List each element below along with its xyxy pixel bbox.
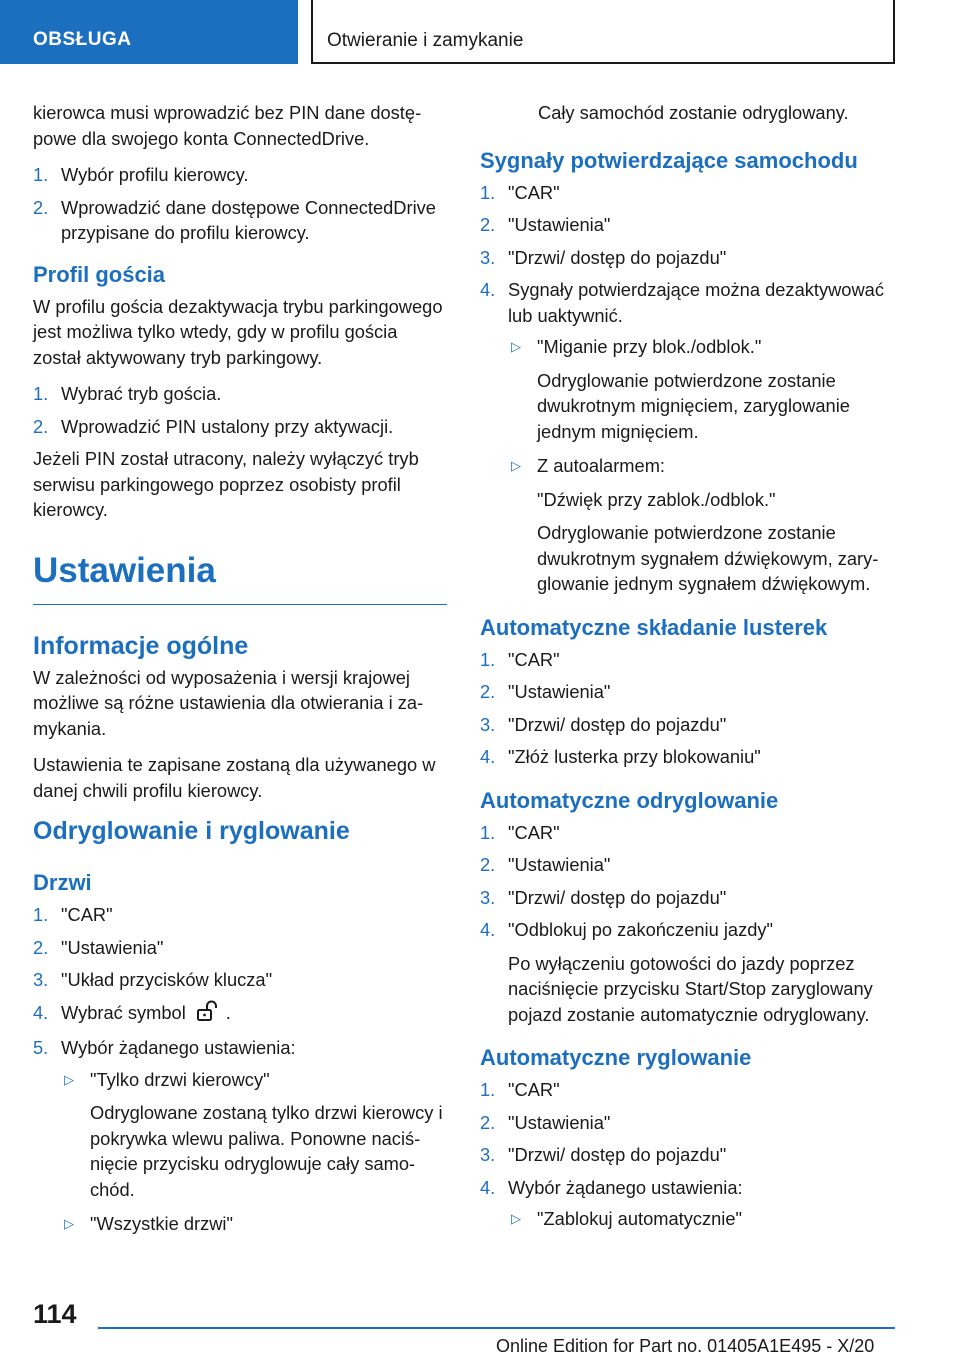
step-text: Wybór żądanego ustawienia:: [508, 1176, 743, 1198]
list-item: [33, 414, 447, 440]
option-item: [61, 1067, 447, 1203]
list-item: [33, 1000, 447, 1029]
option-description: Odryglowanie potwierdzone zostanie dwukrotnym sygnałem dźwiękowym, zaryglowanie jednym sygnałem dźwiękowym.: [537, 522, 879, 594]
option-label: "Tylko drzwi kierowcy": [90, 1068, 270, 1090]
list-item: [480, 1110, 900, 1136]
list-item: [480, 852, 900, 878]
guest-profile-heading: Profil gościa: [33, 261, 166, 287]
step-text: Wybrać tryb gościa.: [61, 383, 222, 404]
list-item: [480, 1077, 900, 1103]
step-text: "Ustawienia": [508, 854, 611, 875]
option-list: [508, 334, 900, 597]
chapter-title: Otwieranie i zamykanie: [311, 0, 895, 64]
mirror-steps: [480, 647, 900, 770]
list-item: [480, 245, 900, 271]
option-label: "Zablokuj automatycznie": [537, 1208, 743, 1229]
list-item: [33, 935, 447, 961]
step-number: 3.: [480, 246, 496, 268]
step-text: Wprowadzić dane dostępowe ConnectedDrive przypisane do profilu kierowcy.: [61, 196, 436, 243]
step-number: 2.: [480, 681, 496, 702]
list-item: [480, 885, 900, 911]
option-list: [61, 1067, 447, 1237]
list-item: [480, 917, 900, 1027]
list-item: [480, 277, 900, 597]
step-number: 1.: [480, 1079, 496, 1100]
step-number: 2.: [33, 415, 49, 437]
step-text: "Drzwi/ dostęp do pojazdu": [508, 246, 727, 268]
mirror-folding-heading: Automatyczne składanie lusterek: [480, 614, 828, 640]
step-text: Sygnały potwierdzające można dezaktywować lub uaktywnić.: [508, 279, 884, 326]
guest-note: Jeżeli PIN został utracony, należy wyłączyć tryb serwisu parkingowego poprzez osobisty profil kierowcy.: [33, 448, 419, 520]
step-number: 4.: [480, 1176, 496, 1198]
option-item: [508, 334, 900, 444]
step-text: Wybór profilu kierowcy.: [61, 164, 249, 185]
list-item: [480, 180, 900, 206]
step-text: "Układ przycisków klucza": [61, 969, 273, 990]
step-text: "Ustawienia": [508, 681, 611, 702]
triangle-right-icon: ▷: [511, 458, 521, 473]
step-number: 2.: [480, 854, 496, 875]
step-number: 3.: [480, 1144, 496, 1165]
step-number: 4.: [480, 919, 496, 940]
auto-unlock-steps: [480, 820, 900, 1028]
list-item: [33, 195, 447, 246]
step-number: 1.: [33, 164, 49, 185]
guest-steps: [33, 381, 447, 439]
step-text: "Złóż lusterka przy blokowaniu": [508, 746, 761, 767]
step-number: 2.: [33, 196, 49, 218]
triangle-right-icon: ▷: [64, 1071, 74, 1087]
list-item: [480, 744, 900, 770]
triangle-right-icon: ▷: [64, 1216, 74, 1231]
option-item: [61, 1211, 447, 1237]
list-item: [33, 1035, 447, 1237]
step-text: "Ustawienia": [508, 1111, 611, 1133]
doors-heading: Drzwi: [33, 870, 92, 895]
step-text: "CAR": [508, 1079, 560, 1100]
option-item: [508, 453, 900, 597]
step-number: 4.: [480, 746, 496, 767]
option-description: Odryglowanie potwierdzone zostanie dwukrotnym mignięciem, zaryglowanie jednym mignięciem.: [537, 369, 850, 442]
list-item: [33, 162, 447, 188]
step-text: "CAR": [508, 181, 560, 203]
step-text-end: .: [225, 1001, 231, 1023]
list-item: [33, 967, 447, 993]
footer-edition: Online Edition for Part no. 01405A1E495 - X/20: [496, 1336, 875, 1356]
step-number: 1.: [33, 383, 49, 404]
list-item: [480, 679, 900, 705]
list-item: [33, 902, 447, 928]
triangle-right-icon: ▷: [511, 339, 521, 354]
step-number: 2.: [480, 214, 496, 235]
step-number: 1.: [480, 181, 496, 203]
general-info-text: W zależności od wyposażenia i wersji krajowej możliwe są różne ustawienia dla otwierania i zamykania.: [33, 666, 424, 739]
list-item: [480, 1142, 900, 1168]
list-item: [33, 381, 447, 407]
step-text-label: Wybrać symbol: [61, 1001, 186, 1023]
step-description: Po wyłączeniu gotowości do jazdy poprzez naciśnięcie przycisku Start/Stop zaryglowany pojazd zostanie automatycznie odryglowany.: [508, 952, 873, 1025]
step-text: [61, 1000, 447, 1029]
intro-steps: [33, 162, 447, 246]
step-number: 3.: [480, 713, 496, 735]
step-number: 1.: [480, 821, 496, 843]
step-number: 3.: [480, 886, 496, 908]
page-number: 114: [33, 1299, 77, 1329]
auto-unlock-heading: Automatyczne odryglowanie: [480, 787, 779, 813]
option-label: "Wszystkie drzwi": [90, 1213, 233, 1234]
step-number: 2.: [480, 1111, 496, 1133]
left-column: [33, 100, 447, 1246]
step-text: "Drzwi/ dostęp do pojazdu": [508, 886, 727, 908]
step-text: "CAR": [508, 821, 560, 843]
auto-lock-heading: Automatyczne ryglowanie: [480, 1045, 752, 1070]
step-number: 2.: [33, 936, 49, 958]
unlock-icon: [196, 1000, 220, 1029]
step-text: "Ustawienia": [61, 936, 164, 958]
doors-steps: [33, 902, 447, 1237]
step-text: "CAR": [508, 648, 560, 670]
step-number: 1.: [480, 648, 496, 670]
general-info-heading: Informacje ogólne: [33, 631, 249, 660]
step-number: 3.: [33, 969, 49, 990]
step-text: "Drzwi/ dostęp do pojazdu": [508, 713, 727, 735]
option-list: [508, 1206, 900, 1232]
step-text: "CAR": [61, 904, 113, 925]
confirm-steps: [480, 180, 900, 597]
list-item: [480, 212, 900, 238]
auto-lock-steps: [480, 1077, 900, 1232]
intro-text: kierowca musi wprowadzić bez PIN dane dostępowe dla swojego konta ConnectedDrive.: [33, 102, 422, 149]
list-item: [480, 647, 900, 673]
step-text: Wybór żądanego ustawienia:: [61, 1037, 296, 1058]
step-number: 4.: [480, 279, 496, 300]
list-item: [480, 1175, 900, 1232]
option-description: Odryglowane zostaną tylko drzwi kierowcy i pokrywka wlewu paliwa. Ponowne naciśnięcie przycisku odryglowuje cały samochód.: [90, 1102, 443, 1200]
option-item: [508, 1206, 900, 1232]
guest-profile-text: W profilu gościa dezaktywacja trybu parkingowego jest możliwa tylko wtedy, gdy w profilu gościa został aktywowany tryb parkingowy.: [33, 295, 443, 368]
step-number: 5.: [33, 1037, 49, 1058]
triangle-right-icon: ▷: [511, 1211, 521, 1226]
confirm-signals-heading: Sygnały potwierdzające samochodu: [480, 147, 858, 173]
step-text: Wprowadzić PIN ustalony przy aktywacji.: [61, 415, 394, 437]
step-text: "Ustawienia": [508, 214, 611, 235]
option-sublabel: "Dźwięk przy zablok./odblok.": [537, 488, 776, 510]
list-item: [480, 820, 900, 846]
right-column: [480, 100, 900, 1241]
continued-text: Cały samochód zostanie odryglowany.: [538, 102, 849, 123]
unlock-lock-heading: Odryglowanie i ryglowanie: [33, 817, 350, 845]
section-tab: OBSŁUGA: [0, 0, 298, 64]
step-text: "Drzwi/ dostęp do pojazdu": [508, 1144, 727, 1165]
general-info-text-2: Ustawienia te zapisane zostaną dla używanego w danej chwili profilu kierowcy.: [33, 754, 436, 801]
option-label: Z autoalarmem:: [537, 455, 666, 476]
step-number: 1.: [33, 904, 49, 925]
settings-heading: Ustawienia: [33, 549, 447, 605]
step-text: "Odblokuj po zakończeniu jazdy": [508, 919, 774, 940]
list-item: [480, 712, 900, 738]
footer-divider: [98, 1327, 895, 1329]
step-number: 4.: [33, 1001, 49, 1023]
option-label: "Miganie przy blok./odblok.": [537, 336, 762, 357]
